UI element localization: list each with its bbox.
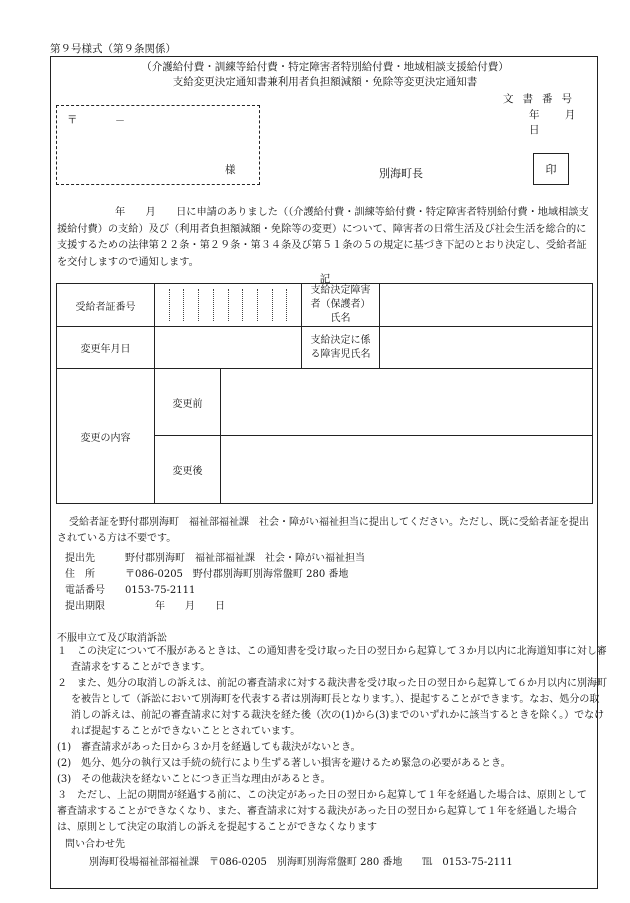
postal-dash: －	[115, 116, 125, 127]
document-number: 文書番号	[503, 93, 581, 105]
submission-notice: 受給者証を野付郡別海町 福祉部福祉課 社会・障がい福祉担当に提出してください。ただし、既に受給者証を提出されている方は不要です。	[57, 517, 589, 544]
appeal-item-2-2: (2) 処分、処分の執行又は手続の続行により生ずる著しい損害を避けるため緊急の必要があるとき。	[57, 758, 511, 769]
appeal-item-2-3: (3) その他裁決を経ないことにつき正当な理由があるとき。	[57, 774, 331, 785]
decision-table	[56, 283, 593, 504]
change-date-field	[155, 327, 302, 369]
contact-info: 別海町役場福祉部福祉課 〒086-0205 別海町別海常盤町 280 番地 ℡ 0153-75-2111	[89, 857, 513, 868]
recipient-number-field	[155, 284, 302, 327]
appeal-item-1: １ この決定について不服があるときは、この通知書を受け取った日の翌日から起算して３か月以内に北海道知事に対し審査請求をすることができます。	[57, 646, 607, 673]
guardian-name-label: 支給決定障害者（保護者）氏名	[302, 284, 380, 327]
submission-phone: 電話番号 0153-75-2111	[65, 585, 196, 596]
child-name-label: 支給決定に係る障害児氏名	[302, 327, 380, 369]
submission-deadline: 提出期限 年 月 日	[65, 601, 225, 612]
notification-body: 年 月 日に申請のありました（（介護給付費・訓練等給付費・特定障害者特別給付費・地域相談支援給付費）の支給）及び（利用者負担額減額・免除等の変更）について、障害者の日常生活及び社会生活を総合的に支援するための法律第２２条・第２９条・第３４条及び第５１条の５の規定に基づき下記のとおり決定し、受給者証を交付しますので通知します。	[57, 207, 589, 268]
addressee-suffix: 様	[225, 164, 236, 176]
before-field	[221, 369, 593, 436]
change-content-label: 変更の内容	[57, 369, 155, 504]
date-year: 年	[529, 109, 540, 121]
address-box	[56, 105, 260, 185]
before-label: 変更前	[155, 369, 221, 436]
after-field	[221, 436, 593, 504]
title-line-1: （介護給付費・訓練等給付費・特定障害者特別給付費・地域相談支援給付費）	[141, 61, 509, 73]
document-date	[507, 107, 597, 137]
ki-heading: 記	[319, 273, 331, 285]
after-label: 変更後	[155, 436, 221, 504]
appeal-item-3: ３ ただし、上記の期間が経過する前に、この決定があった日の翌日から起算して１年を経過した場合は、原則として審査請求することができなくなり、また、審査請求に対する裁決があった日の翌日から起算して１年を経過した場合は、原則として決定の取消しの訴えを提起することができなくなります	[57, 790, 587, 833]
document-frame	[50, 56, 607, 889]
contact-heading: 問い合わせ先	[65, 839, 125, 850]
appeal-item-2: ２ また、処分の取消しの訴えは、前記の審査請求に対する裁決書を受け取った日の翌日から起算して６か月以内に別海町を被告として（訴訟において別海町を代表する者は別海町長となります。）、提起することができます。なお、処分の取消しの訴えは、前記の審査請求に対する裁決を経た後（次の(1)から(3)までのいずれかに該当するときを除く。）でなければ提起することができないこととされています。	[57, 678, 607, 737]
seal-box: 印	[533, 153, 569, 185]
submission-destination: 提出先 野付郡別海町 福祉部福祉課 社会・障がい福祉担当	[65, 553, 365, 564]
date-month: 月	[564, 109, 576, 121]
appeal-heading: 不服申立て及び取消訴訟	[57, 633, 167, 644]
appeal-item-2-1: (1) 審査請求があった日から３か月を経過しても裁決がないとき。	[57, 742, 361, 753]
form-number-label: 第９号様式（第９条関係）	[50, 43, 176, 55]
change-date-label: 変更年月日	[57, 327, 155, 369]
issuer-name: 別海町長	[379, 167, 423, 180]
guardian-name-field	[380, 284, 593, 327]
submission-address: 住 所 〒086-0205 野付郡別海町別海常盤町 280 番地	[65, 569, 349, 580]
postal-mark: 〒	[67, 114, 78, 126]
date-day: 日	[529, 124, 540, 136]
title-line-2: 支給変更決定通知書兼利用者負担額減額・免除等変更決定通知書	[172, 76, 478, 88]
child-name-field	[380, 327, 593, 369]
recipient-number-label: 受給者証番号	[57, 284, 155, 327]
